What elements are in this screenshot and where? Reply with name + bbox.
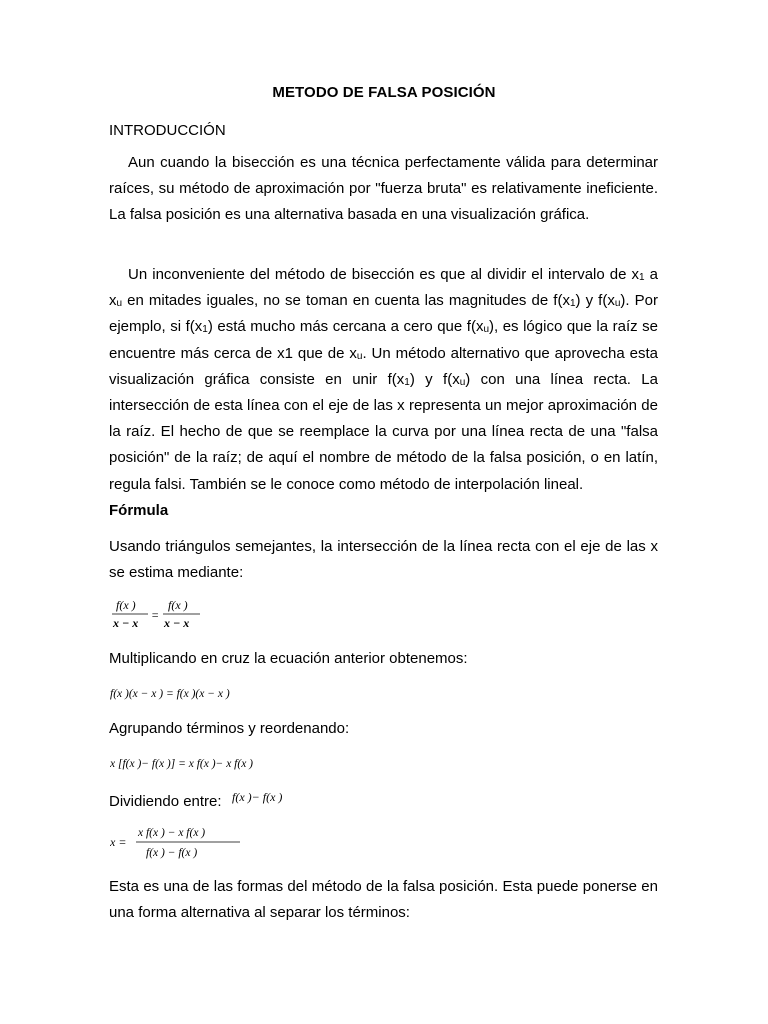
equation-grouped-terms <box>110 752 310 779</box>
dividing-label: Dividiendo entre: <box>109 792 222 810</box>
eq5-den: f(x ) − f(x ) <box>146 847 198 859</box>
equation-similar-triangles <box>110 596 210 639</box>
intro-paragraph-1 <box>109 150 658 229</box>
paragraph-text: Usando triángulos semejantes, la intersección de la línea recta con el eje de las x se estima mediante: <box>109 538 658 582</box>
eq3-text: x [f(x )− f(x )] = x f(x )− x f(x ) <box>110 758 254 770</box>
formula-paragraph-4 <box>109 787 658 816</box>
equation-1-graphic <box>110 596 210 634</box>
formula-heading: Fórmula <box>109 502 169 519</box>
eq1-num-left: f(x ) <box>116 598 136 612</box>
eq1-num-right: f(x ) <box>168 598 188 612</box>
equation-cross-multiplied <box>110 683 280 708</box>
eq4-text: f(x )− f(x ) <box>231 790 282 804</box>
paragraph-text: Multiplicando en cruz la ecuación anterior obtenemos: <box>109 650 468 667</box>
intro-paragraph-2 <box>109 262 658 498</box>
equation-false-position <box>110 822 250 867</box>
page-title: METODO DE FALSA POSICIÓN <box>272 84 496 101</box>
eq1-equals: = <box>151 608 160 622</box>
equation-2-graphic <box>110 683 280 703</box>
formula-paragraph-5 <box>109 874 658 926</box>
paragraph-text <box>109 787 658 816</box>
formula-paragraph-3 <box>109 716 658 742</box>
eq5-num: x f(x ) − x f(x ) <box>138 827 206 839</box>
intro-heading: INTRODUCCIÓN <box>109 122 226 139</box>
eq2-text: f(x )(x − x ) = f(x )(x − x ) <box>110 688 230 700</box>
eq5-lhs: x = <box>110 835 127 849</box>
formula-paragraph-1 <box>109 534 658 586</box>
formula-section <box>109 498 658 524</box>
equation-divisor <box>232 787 312 816</box>
paragraph-text: Esta es una de las formas del método de la falsa posición. Esta puede ponerse en una forma alternativa al separar los términos: <box>109 878 658 922</box>
eq1-den-left: x − x <box>113 616 139 630</box>
intro-section <box>109 118 658 144</box>
paragraph-text: Agrupando términos y reordenando: <box>109 720 350 737</box>
paragraph-text: Un inconveniente del método de bisección es que al dividir el intervalo de $x_1$ a $x_u$ en mitades iguales, no se toman en cuenta las magnitudes de $f(x_1)$ y $f(x_u)$. Por ejemplo, si $f(x_1)$ está mucho más cercana a cero que $f(x_u)$, es lógico que la raíz se encuentre más cerca de x1 que de $x_u$. Un método alternativo que aprovecha esta visualización gráfica consiste en unir $f(x_1)$ y $f(x_u)$ con una línea recta. La intersección de esta línea con el eje de las x representa un mejor aproximación de la raíz. El hecho de que se reemplace la curva por una línea recta de una "falsa posición" de la raíz; de aquí el nombre de método de la falsa posición, o en latín, regula falsi. También se le conoce como método de interpolación lineal. <box>109 266 658 493</box>
equation-4-graphic <box>232 787 312 807</box>
equation-5-graphic <box>110 822 250 862</box>
equation-3-graphic <box>110 752 310 774</box>
formula-paragraph-2 <box>109 646 658 672</box>
paragraph-text: Aun cuando la bisección es una técnica perfectamente válida para determinar raíces, su método de aproximación por "fuerza bruta" es relativamente ineficiente. La falsa posición es una alternativa basada en una visualización gráfica. <box>109 154 658 224</box>
eq1-den-right: x − x <box>164 616 190 630</box>
